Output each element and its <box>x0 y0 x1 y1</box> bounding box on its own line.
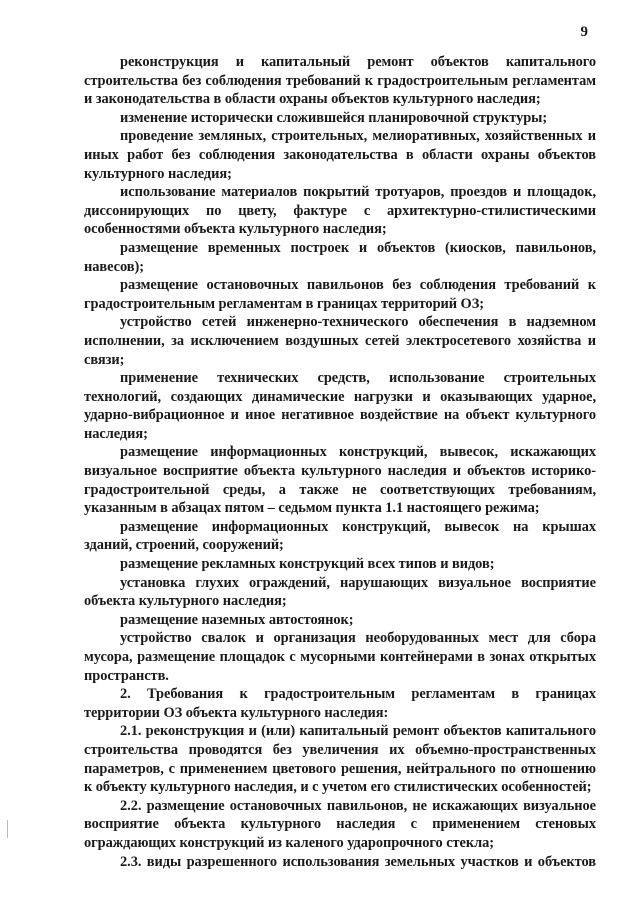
paragraph-technical-means: применение технических средств, использование строительных технологий, создающих динамические нагрузки и оказывающих ударное, ударно-вибрационное и иное негативное воздействие на объект культурного наследия; <box>84 370 596 442</box>
paragraph-parking: размещение наземных автостоянок; <box>120 611 354 628</box>
paragraph-2-3: 2.3. виды разрешенного использования земельных участков и объектов <box>120 853 596 870</box>
paragraph-planning-structure: изменение исторически сложившейся планировочной структуры; <box>120 109 548 126</box>
document-body <box>84 53 596 871</box>
paragraph-paving-materials: использование материалов покрытий тротуаров, проездов и площадок, диссонирующих по цвету, фактуре с архитектурно-стилистическими особенностями объекта культурного наследия; <box>84 184 596 238</box>
paragraph-earthworks: проведение земляных, строительных, мелиоративных, хозяйственных и иных работ без соблюдения законодательства в области охраны объектов культурного наследия; <box>84 128 596 182</box>
paragraph-utility-networks: устройство сетей инженерно-технического обеспечения в надземном исполнении, за исключением воздушных сетей электросетевого хозяйства и связи; <box>84 314 596 368</box>
paragraph-2-2: 2.2. размещение остановочных павильонов, не искажающих визуальное восприятие объекта культурного наследия с применением стеновых ограждающих конструкций из каленого ударопрочного стекла; <box>84 797 596 851</box>
paragraph-bus-stops: размещение остановочных павильонов без соблюдения требований к градостроительным регламентам в границах территорий ОЗ; <box>84 277 596 312</box>
page-number: 9 <box>580 24 588 40</box>
paragraph-2-1: 2.1. реконструкция и (или) капитальный ремонт объектов капитального строительства проводятся без увеличения их объемно-пространственных параметров, с применением цветового решения, нейтрального по отношению к объекту культурного наследия, и с учетом его стилистических особенностей; <box>84 723 596 796</box>
paragraph-blind-fences: установка глухих ограждений, нарушающих визуальное восприятие объекта культурного наследия; <box>84 574 596 610</box>
paragraph-advertising: размещение рекламных конструкций всех типов и видов; <box>120 556 495 573</box>
paragraph-section-2-heading: 2. Требования к градостроительным регламентам в границах территории ОЗ объекта культурного наследия: <box>84 686 596 721</box>
scan-margin-mark <box>7 820 8 838</box>
paragraph-dumps: устройство свалок и организация необорудованных мест для сбора мусора, размещение площадок с мусорными контейнерами в зонах открытых пространств. <box>84 630 596 684</box>
paragraph-temporary-buildings: размещение временных построек и объектов (киосков, павильонов, навесов); <box>84 239 596 275</box>
paragraph-roof-signs: размещение информационных конструкций, вывесок на крышах зданий, строений, сооружений; <box>84 518 596 554</box>
paragraph-reconstruction: реконструкция и капитальный ремонт объектов капитального строительства без соблюдения требований к градостроительным регламентам и законодательства в области охраны объектов культурного наследия; <box>84 54 596 108</box>
paragraph-info-structures: размещение информационных конструкций, вывесок, искажающих визуальное восприятие объекта культурного наследия и объектов историко-градостроительной среды, а также не соответствующих требованиям, указанным в абзацах пятом – седьмом пункта 1.1 настоящего режима; <box>84 444 596 517</box>
